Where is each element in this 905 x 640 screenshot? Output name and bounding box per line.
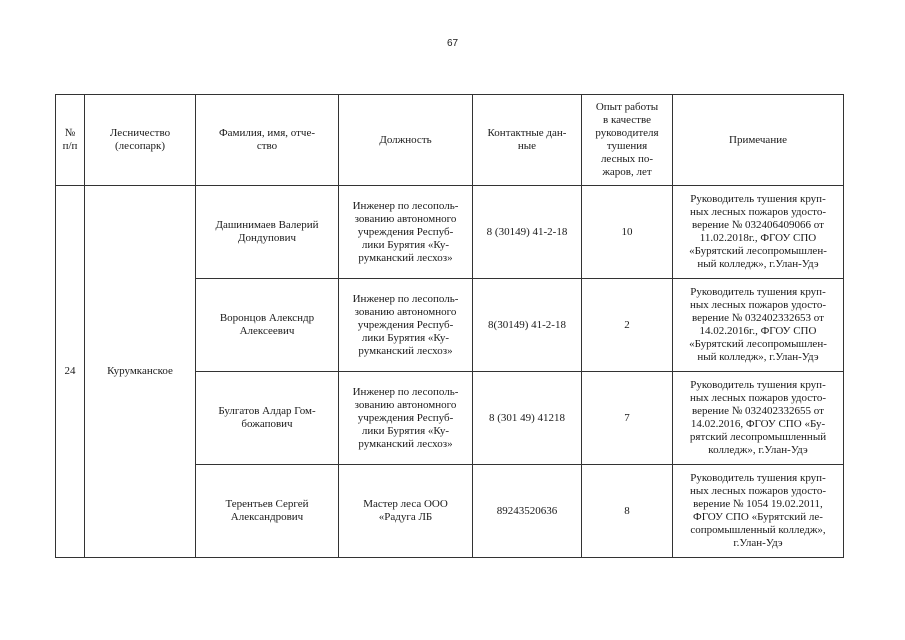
position-cell: Инженер по лесополь- зованию автономного учреждения Респуб- лики Бурятия «Ку- румканский лесхоз» — [339, 372, 473, 465]
table-row — [56, 186, 844, 279]
header-contacts: Контактные дан- ные — [473, 95, 582, 186]
forestry-cell: Курумканское — [85, 186, 196, 558]
contacts-cell: 8 (301 49) 41218 — [473, 372, 582, 465]
note-cell: Руководитель тушения круп- ных лесных пожаров удосто- верение № 032402332655 от 14.02.2016, ФГОУ СПО «Бу- рятский лесопромышленный колледж», г.Улан-Удэ — [673, 372, 844, 465]
position-cell: Мастер леса ООО «Радуга ЛБ — [339, 465, 473, 558]
note-cell: Руководитель тушения круп- ных лесных пожаров удосто- верение № 1054 19.02.2011, ФГОУ СПО «Бурятский ле- сопромышленный колледж», г.Улан-Удэ — [673, 465, 844, 558]
header-position: Должность — [339, 95, 473, 186]
header-experience: Опыт работы в качестве руководителя тушения лесных по- жаров, лет — [582, 95, 673, 186]
group-number-cell: 24 — [56, 186, 85, 558]
contacts-cell: 89243520636 — [473, 465, 582, 558]
position-cell: Инженер по лесополь- зованию автономного учреждения Респуб- лики Бурятия «Ку- румканский лесхоз» — [339, 279, 473, 372]
name-cell: Воронцов Алексндр Алексеевич — [196, 279, 339, 372]
experience-cell: 8 — [582, 465, 673, 558]
name-cell: Дашинимаев Валерий Дондупович — [196, 186, 339, 279]
header-forestry: Лесничество (лесопарк) — [85, 95, 196, 186]
fire-leaders-table — [55, 94, 844, 558]
name-cell: Терентьев Сергей Александрович — [196, 465, 339, 558]
header-num: № п/п — [56, 95, 85, 186]
note-cell: Руководитель тушения круп- ных лесных пожаров удосто- верение № 032402332653 от 14.02.2016г., ФГОУ СПО «Бурятский лесопромышлен- ный колледж», г.Улан-Удэ — [673, 279, 844, 372]
header-note: Примечание — [673, 95, 844, 186]
name-cell: Булгатов Алдар Гом- божапович — [196, 372, 339, 465]
page-number: 67 — [446, 38, 459, 49]
experience-cell: 10 — [582, 186, 673, 279]
position-cell: Инженер по лесополь- зованию автономного учреждения Респуб- лики Бурятия «Ку- румканский лесхоз» — [339, 186, 473, 279]
table-header-row — [56, 95, 844, 186]
contacts-cell: 8 (30149) 41-2-18 — [473, 186, 582, 279]
experience-cell: 2 — [582, 279, 673, 372]
experience-cell: 7 — [582, 372, 673, 465]
note-cell: Руководитель тушения круп- ных лесных пожаров удосто- верение № 032406409066 от 11.02.2018г., ФГОУ СПО «Бурятский лесопромышлен- ный колледж», г.Улан-Удэ — [673, 186, 844, 279]
contacts-cell: 8(30149) 41-2-18 — [473, 279, 582, 372]
header-name: Фамилия, имя, отче- ство — [196, 95, 339, 186]
